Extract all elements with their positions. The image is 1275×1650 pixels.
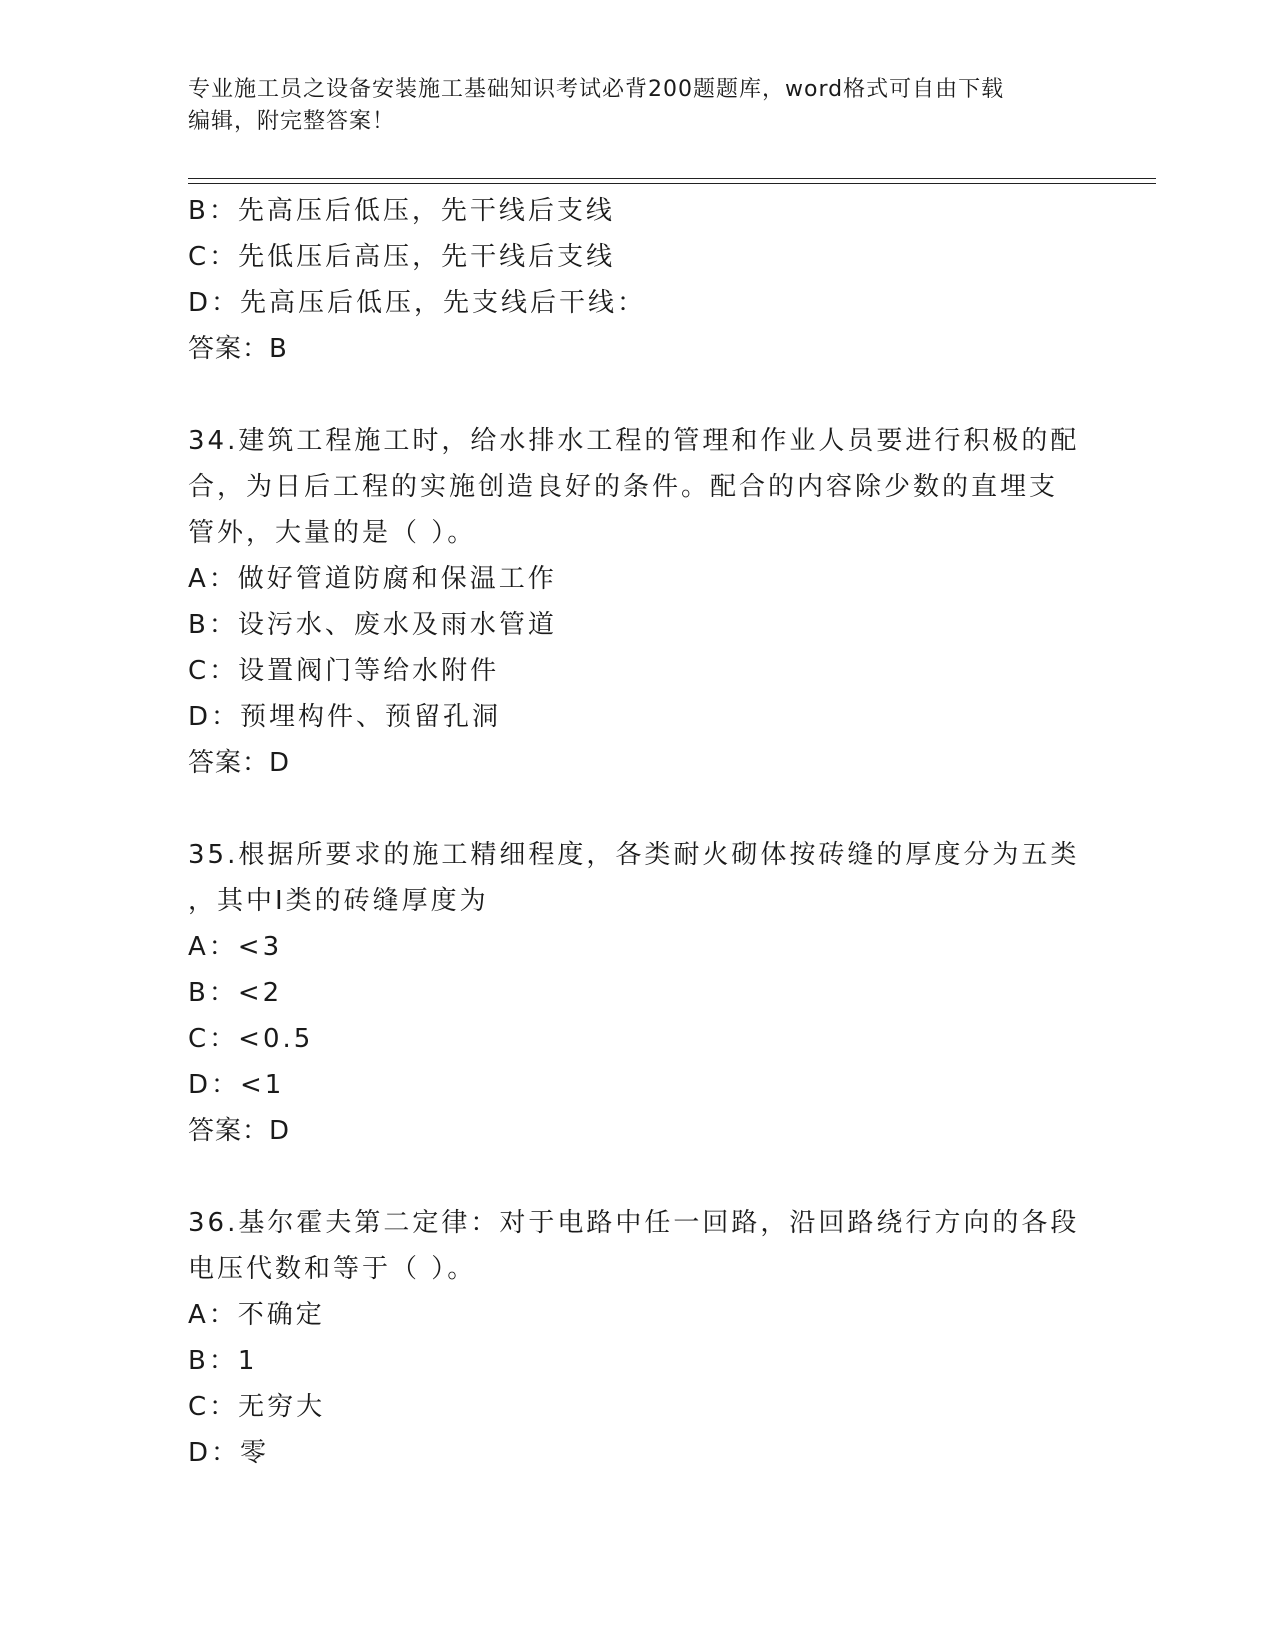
question-34 bbox=[188, 418, 1088, 786]
option-d: D：<1 bbox=[188, 1070, 285, 1100]
answer: 答案：B bbox=[188, 334, 288, 364]
question-stem: 35.根据所要求的施工精细程度，各类耐火砌体按砖缝的厚度分为五类 bbox=[188, 840, 1080, 870]
document-header bbox=[188, 74, 1088, 138]
header-rule-top bbox=[188, 178, 1156, 179]
answer: 答案：D bbox=[188, 1116, 291, 1146]
option-c: C：无穷大 bbox=[188, 1392, 326, 1422]
question-33 bbox=[188, 188, 1088, 372]
question-stem: 34.建筑工程施工时，给水排水工程的管理和作业人员要进行积极的配 bbox=[188, 426, 1080, 456]
option-b: B：先高压后低压，先干线后支线 bbox=[188, 196, 615, 226]
question-stem: ，其中Ⅰ类的砖缝厚度为 bbox=[188, 886, 489, 916]
header-rule-bottom bbox=[188, 183, 1156, 184]
option-c: C：设置阀门等给水附件 bbox=[188, 656, 500, 686]
option-d: D：预埋构件、预留孔洞 bbox=[188, 702, 502, 732]
option-b: B：1 bbox=[188, 1346, 258, 1376]
option-c: C：先低压后高压，先干线后支线 bbox=[188, 242, 616, 272]
question-35 bbox=[188, 832, 1088, 1154]
option-a: A：做好管道防腐和保温工作 bbox=[188, 564, 557, 594]
question-36 bbox=[188, 1200, 1088, 1476]
question-stem: 管外，大量的是（ ）。 bbox=[188, 518, 477, 548]
document-content bbox=[188, 188, 1088, 1476]
spacer bbox=[188, 786, 1088, 832]
spacer bbox=[188, 372, 1088, 418]
option-c: C：<0.5 bbox=[188, 1024, 314, 1054]
question-stem: 合，为日后工程的实施创造良好的条件。配合的内容除少数的直埋支 bbox=[188, 472, 1059, 502]
question-stem: 36.基尔霍夫第二定律：对于电路中任一回路，沿回路绕行方向的各段 bbox=[188, 1208, 1080, 1238]
option-d: D：先高压后低压，先支线后干线： bbox=[188, 288, 647, 318]
header-line-2: 编辑，附完整答案！ bbox=[188, 109, 396, 134]
option-b: B：设污水、废水及雨水管道 bbox=[188, 610, 557, 640]
option-a: A：<3 bbox=[188, 932, 283, 962]
header-line-1: 专业施工员之设备安装施工基础知识考试必背200题题库，word格式可自由下载 bbox=[188, 77, 1005, 102]
spacer bbox=[188, 1154, 1088, 1200]
question-stem: 电压代数和等于（ ）。 bbox=[188, 1254, 477, 1284]
option-b: B：<2 bbox=[188, 978, 283, 1008]
answer: 答案：D bbox=[188, 748, 291, 778]
option-a: A：不确定 bbox=[188, 1300, 325, 1330]
option-d: D：零 bbox=[188, 1438, 270, 1468]
